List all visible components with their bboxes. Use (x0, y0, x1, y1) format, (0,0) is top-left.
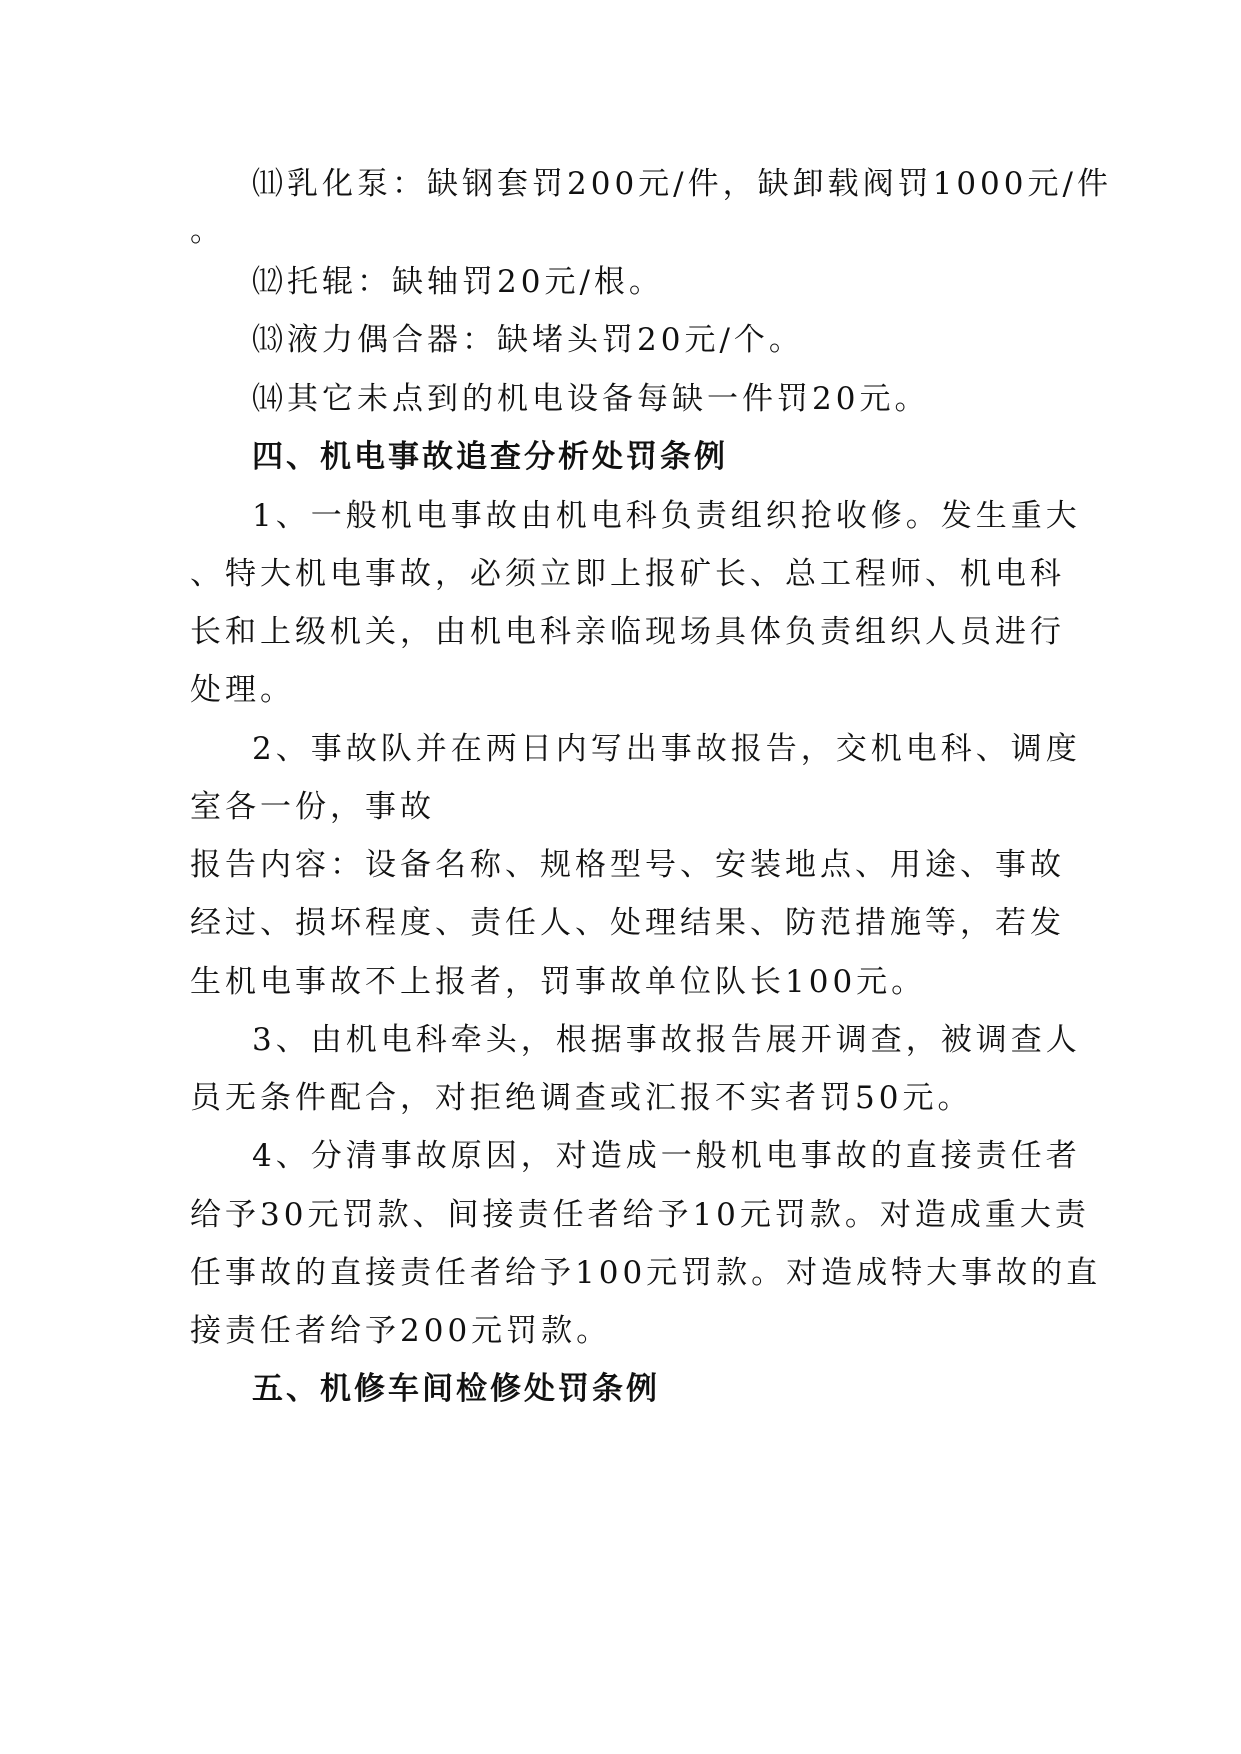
clause-1-line-1: 1、一般机电事故由机电科负责组织抢收修。发生重大 (252, 498, 1081, 534)
item-12-idler: ⑿托辊：缺轴罚20元/根。 (252, 264, 664, 300)
clause-4-line-2: 给予30元罚款、间接责任者给予10元罚款。对造成重大责 (190, 1197, 1090, 1233)
clause-1-line-2: 、特大机电事故，必须立即上报矿长、总工程师、机电科 (190, 556, 1065, 592)
clause-2-line-4: 经过、损坏程度、责任人、处理结果、防范措施等，若发 (190, 905, 1065, 941)
section-5-heading: 五、机修车间检修处罚条例 (252, 1371, 660, 1407)
section-4-heading: 四、机电事故追查分析处罚条例 (252, 439, 728, 475)
clause-2-line-1: 2、事故队并在两日内写出事故报告，交机电科、调度 (252, 731, 1081, 767)
clause-4-line-1: 4、分清事故原因，对造成一般机电事故的直接责任者 (252, 1138, 1081, 1174)
item-13-fluid-coupling: ⒀液力偶合器：缺堵头罚20元/个。 (252, 322, 804, 358)
clause-2-line-3: 报告内容：设备名称、规格型号、安装地点、用途、事故 (190, 847, 1065, 883)
clause-3-line-1: 3、由机电科牵头，根据事故报告展开调查，被调查人 (252, 1022, 1081, 1058)
item-14-other-equipment: ⒁其它未点到的机电设备每缺一件罚20元。 (252, 381, 930, 417)
clause-4-line-4: 接责任者给予200元罚款。 (190, 1313, 612, 1349)
item-11-emulsion-pump: ⑾乳化泵：缺钢套罚200元/件，缺卸载阀罚1000元/件 (252, 166, 1112, 202)
clause-1-line-3: 长和上级机关，由机电科亲临现场具体负责组织人员进行 (190, 614, 1065, 650)
clause-2-line-2: 室各一份，事故 (190, 789, 435, 825)
item-11-continuation: 。 (190, 213, 225, 249)
clause-3-line-2: 员无条件配合，对拒绝调查或汇报不实者罚50元。 (190, 1080, 973, 1116)
clause-2-line-5: 生机电事故不上报者，罚事故单位队长100元。 (190, 964, 927, 1000)
clause-4-line-3: 任事故的直接责任者给予100元罚款。对造成特大事故的直 (190, 1255, 1102, 1291)
clause-1-line-4: 处理。 (190, 672, 295, 708)
